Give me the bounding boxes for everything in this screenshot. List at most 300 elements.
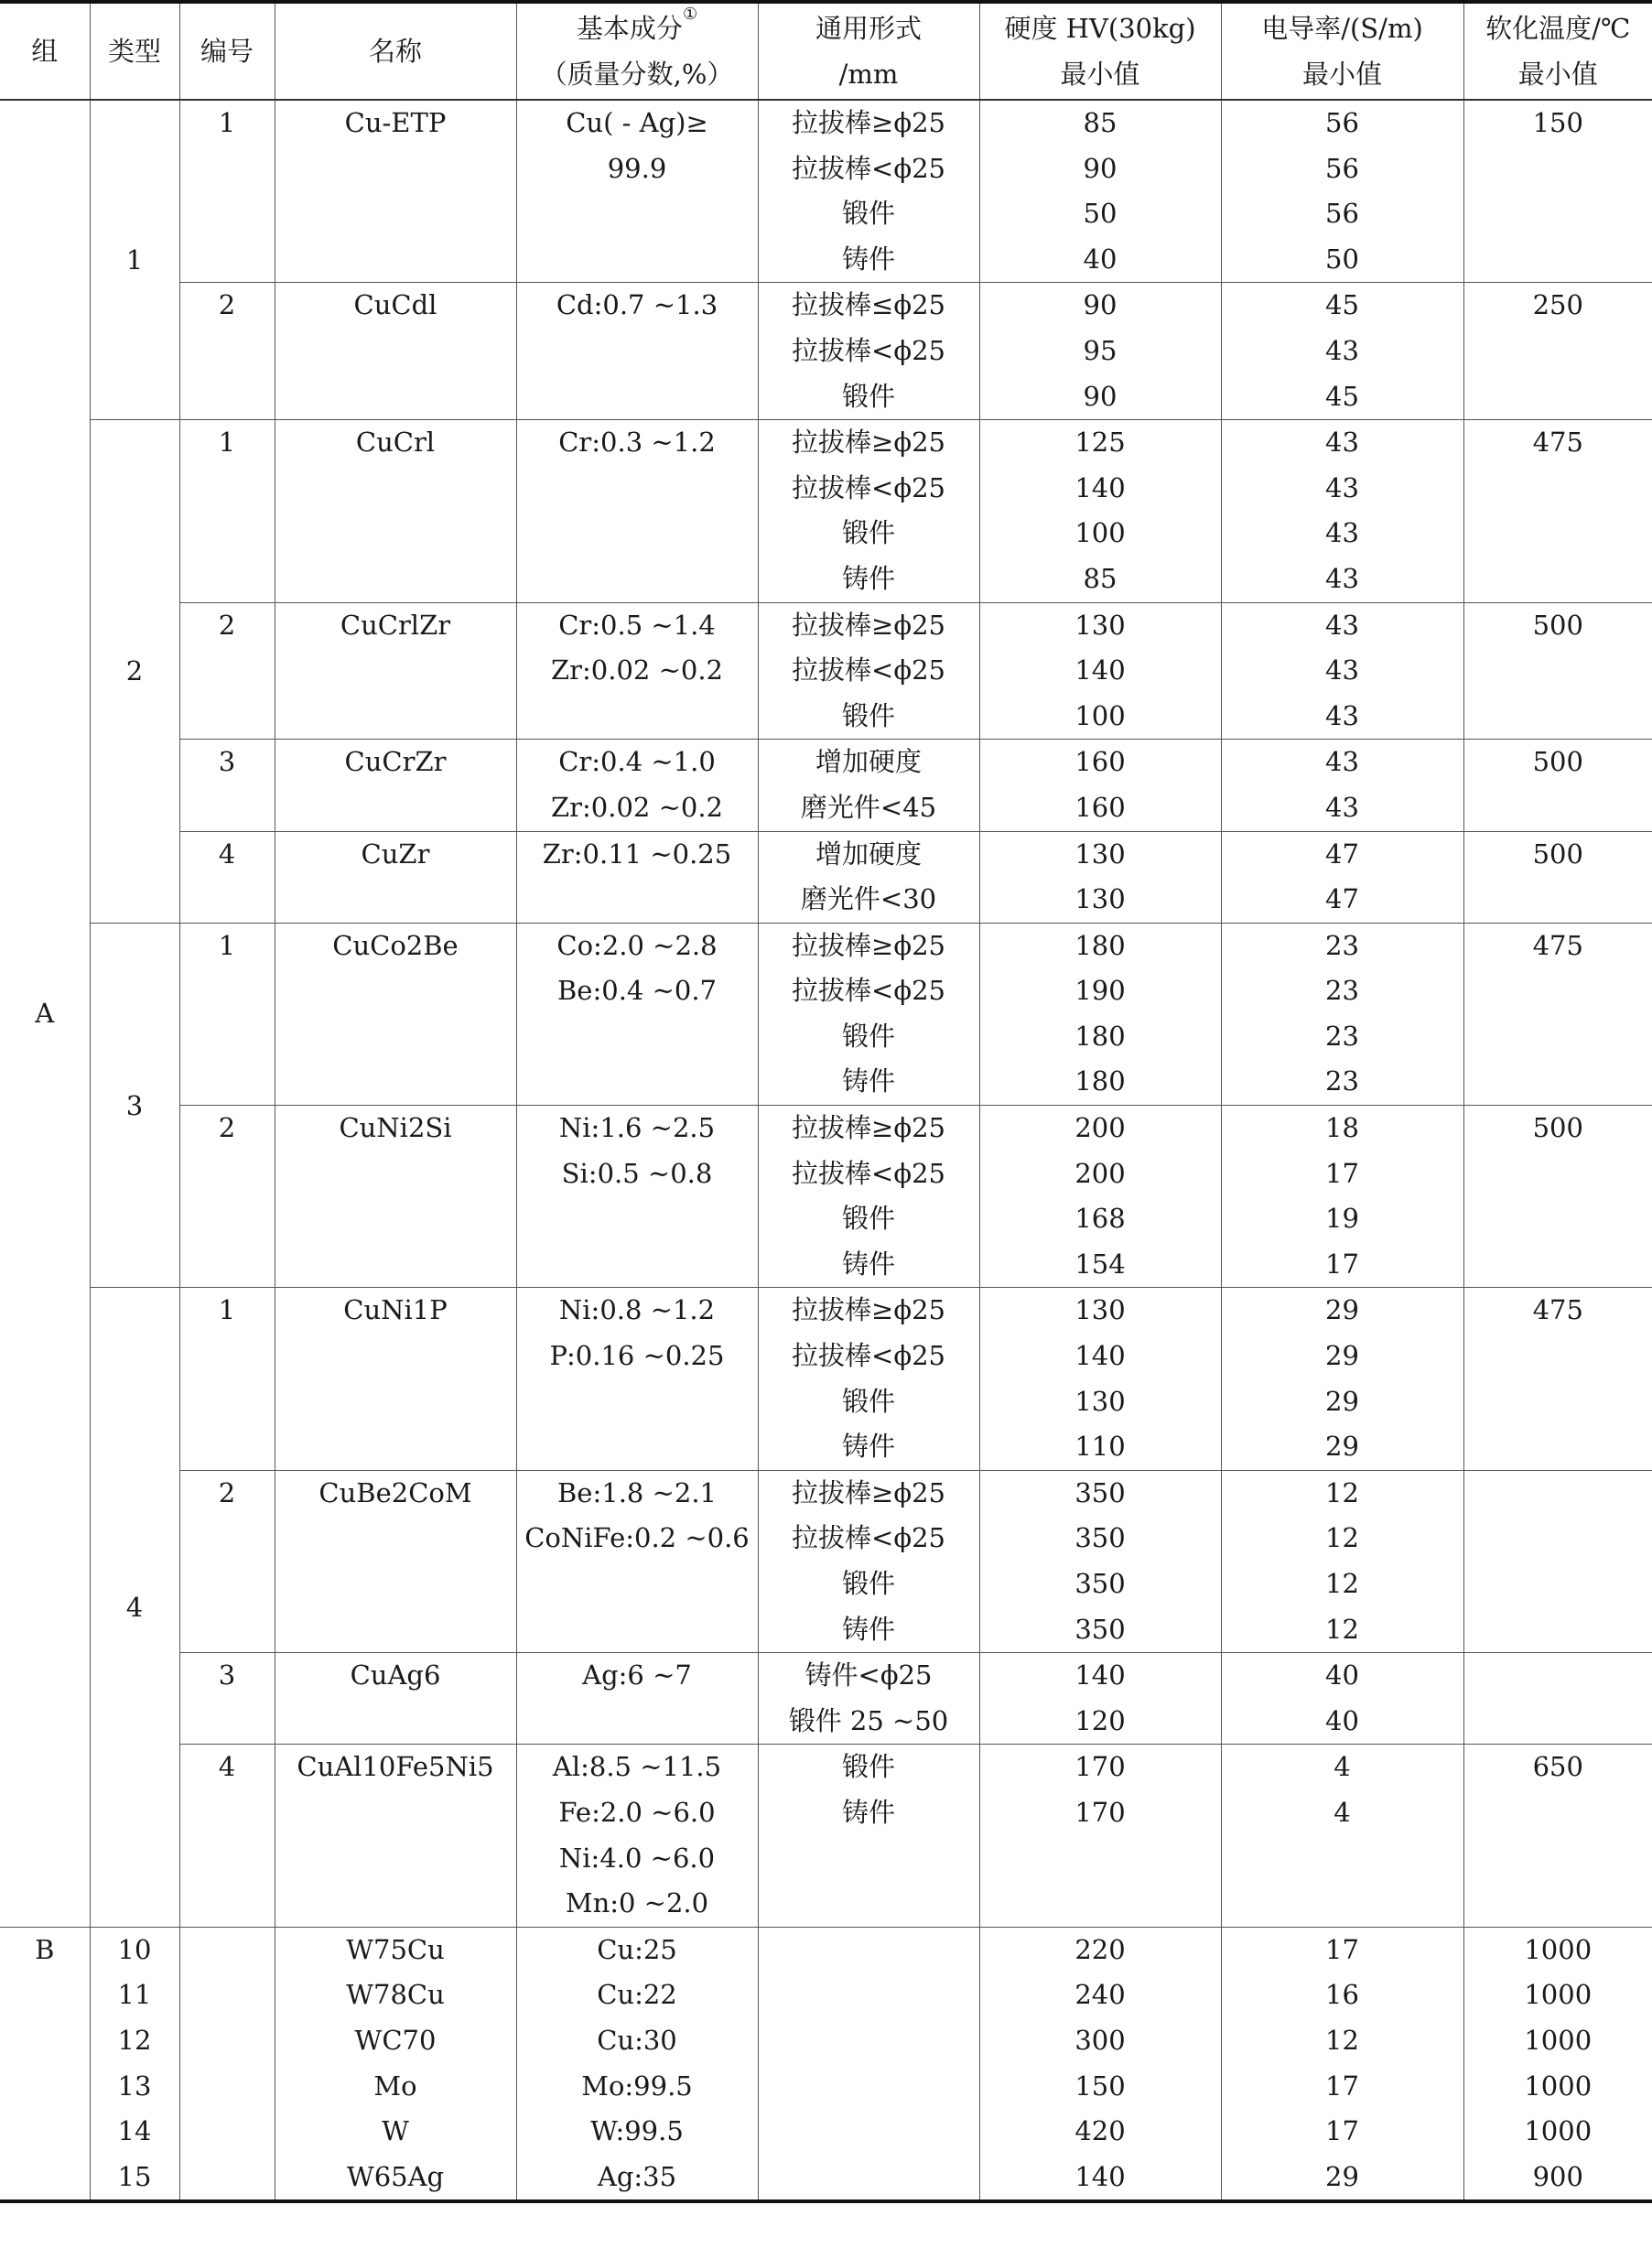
cell-line: 拉拔棒≥ϕ25 [792, 929, 945, 961]
softening-temp-min [1463, 1745, 1652, 1927]
material-number [179, 1106, 275, 1288]
cell-line: 300 [1074, 2024, 1126, 2056]
header-name: 名称 [275, 2, 516, 100]
softening-temp-min [1463, 740, 1652, 831]
cell-line [1464, 694, 1652, 740]
cell-line [517, 877, 758, 923]
cell-line: Mo [373, 2070, 417, 2102]
cell-line: 拉拔棒≥ϕ25 [792, 609, 945, 641]
cell-line: 15 [117, 2160, 152, 2192]
cell-line: 43 [1325, 699, 1359, 731]
cell-line: 140 [1074, 2160, 1126, 2192]
header-group: 组 [0, 2, 90, 100]
cell-line [759, 2018, 979, 2064]
cell-line: 拉拔棒≤ϕ25 [792, 289, 945, 321]
cell-line: 磨光件<45 [800, 791, 937, 823]
cell-line [980, 1881, 1221, 1927]
cell-line: 29 [1325, 1340, 1359, 1372]
cell-line [180, 1334, 275, 1379]
cell-line: WC70 [354, 2024, 437, 2056]
cell-line: 拉拔棒<ϕ25 [792, 152, 945, 184]
cell-line: 17 [1325, 1157, 1359, 1189]
cell-line [1464, 191, 1652, 237]
cell-line [275, 1836, 516, 1882]
cell-line: 650 [1532, 1751, 1583, 1783]
cell-line: 130 [1074, 1385, 1126, 1417]
cell-line: 100 [1074, 517, 1126, 549]
conductivity-min [1221, 602, 1463, 740]
cell-line: 475 [1532, 929, 1583, 961]
cell-line [517, 1196, 758, 1242]
cell-line [759, 1836, 979, 1882]
general-form [758, 1745, 979, 1927]
cell-line: 200 [1074, 1112, 1126, 1144]
cell-line: 铸件 [841, 1613, 895, 1645]
cell-line [180, 694, 275, 740]
cell-line: CuCrl [355, 427, 436, 459]
cell-line: 1 [218, 427, 236, 459]
hardness-min [979, 602, 1221, 740]
cell-line [275, 511, 516, 557]
softening-temp-min [1463, 602, 1652, 740]
cell-line: 铸件 [841, 1065, 895, 1097]
cell-line [517, 1014, 758, 1060]
cell-line [275, 1151, 516, 1197]
cell-line [180, 1516, 275, 1562]
general-form [758, 1653, 979, 1745]
cell-line [517, 237, 758, 283]
softening-temp-min [1463, 831, 1652, 923]
cell-line [1464, 1196, 1652, 1242]
header-conductivity: 电导率/(S/m) 最小值 [1221, 2, 1463, 100]
softening-temp-min [1463, 1653, 1652, 1745]
cell-line: 12 [117, 2024, 152, 2056]
conductivity-min [1221, 1288, 1463, 1470]
header-type: 类型 [90, 2, 179, 100]
cell-line [1464, 968, 1652, 1014]
softening-temp-min [1463, 283, 1652, 420]
cell-line: 拉拔棒<ϕ25 [792, 1340, 945, 1372]
cell-line [1464, 1151, 1652, 1197]
general-form [758, 420, 979, 602]
material-number [179, 831, 275, 923]
cell-line [1464, 1014, 1652, 1060]
cell-line: 3 [218, 746, 236, 778]
cell-line: 45 [1325, 380, 1359, 412]
cell-line: Cu-ETP [344, 107, 447, 138]
material-name [275, 1288, 516, 1470]
cell-line: 1000 [1524, 1933, 1593, 1965]
composition [516, 100, 758, 283]
cell-line [180, 1562, 275, 1607]
cell-line: 110 [1074, 1431, 1126, 1463]
cell-line: 19 [1325, 1203, 1359, 1235]
cell-line: 增加硬度 [815, 838, 922, 870]
cell-line: Si:0.5 ~0.8 [561, 1157, 713, 1189]
cell-line: 拉拔棒<ϕ25 [792, 975, 945, 1007]
cell-line [759, 2064, 979, 2110]
hardness-min [979, 740, 1221, 831]
type-cell: 4 [90, 1288, 179, 1927]
cell-line: 4 [1333, 1751, 1351, 1783]
cell-line: 475 [1532, 427, 1583, 459]
cell-line: CuCrZr [344, 746, 447, 778]
cell-line: Ni:1.6 ~2.5 [558, 1112, 716, 1144]
cell-line: 增加硬度 [815, 746, 922, 778]
cell-line [517, 511, 758, 557]
cell-line: CuZr [361, 838, 430, 870]
cell-line: 拉拔棒<ϕ25 [792, 471, 945, 503]
cell-line [517, 557, 758, 602]
cell-line: 160 [1074, 746, 1126, 778]
conductivity-min [1221, 100, 1463, 283]
cell-line: Ni:0.8 ~1.2 [558, 1294, 716, 1326]
cell-line [517, 1379, 758, 1425]
cell-line: 43 [1325, 427, 1359, 459]
material-name [275, 100, 516, 283]
cell-line: 350 [1074, 1476, 1126, 1508]
cell-line [180, 1014, 275, 1060]
cell-line: 29 [1325, 2160, 1359, 2192]
general-form [758, 923, 979, 1105]
material-row [0, 1288, 1652, 1470]
cell-line: 140 [1074, 654, 1126, 686]
cell-line [180, 1928, 275, 1973]
cell-line: 350 [1074, 1522, 1126, 1554]
cell-line: 14 [117, 2115, 152, 2147]
cell-line: 475 [1532, 1294, 1583, 1326]
general-form [758, 100, 979, 283]
cell-line: 23 [1325, 975, 1359, 1007]
cell-line: CuNi2Si [339, 1112, 452, 1144]
cell-line: 23 [1325, 1065, 1359, 1097]
group-cell [0, 1927, 90, 2201]
cell-line: 23 [1325, 1020, 1359, 1052]
cell-line [1464, 648, 1652, 694]
cell-line [180, 648, 275, 694]
material-number [179, 602, 275, 740]
cell-line: Cu:25 [597, 1933, 677, 1965]
cell-line [759, 1928, 979, 1973]
cell-line [275, 1059, 516, 1105]
cell-line: 锻件 25 ~50 [788, 1704, 949, 1736]
header-composition: 基本成分① （质量分数,%） [516, 2, 758, 100]
cell-line: 29 [1325, 1431, 1359, 1463]
cell-line: 500 [1532, 609, 1583, 641]
cell-line [1464, 1607, 1652, 1653]
cell-line: 拉拔棒<ϕ25 [792, 1157, 945, 1189]
cell-line [1464, 1242, 1652, 1288]
cell-line [517, 374, 758, 420]
cell-line: 43 [1325, 609, 1359, 641]
conductivity-min [1221, 923, 1463, 1105]
cell-line [275, 785, 516, 831]
material-row [0, 1653, 1652, 1745]
cell-line [180, 1059, 275, 1105]
cell-line [275, 191, 516, 237]
cell-line: 2 [218, 1112, 236, 1144]
cell-line [1464, 1790, 1652, 1836]
material-name [275, 1653, 516, 1745]
cell-line: 铸件 [841, 1796, 895, 1828]
cell-line: W [382, 2115, 409, 2147]
cell-line [1464, 329, 1652, 374]
cell-line [180, 968, 275, 1014]
cell-line [180, 1881, 275, 1927]
cell-line: 180 [1074, 929, 1126, 961]
cell-line [275, 1607, 516, 1653]
material-name [275, 831, 516, 923]
hardness-min [979, 831, 1221, 923]
cell-line [1464, 557, 1652, 602]
cell-line [517, 1699, 758, 1745]
material-row [0, 1106, 1652, 1288]
cell-line: Mo:99.5 [581, 2070, 693, 2102]
cell-line: CuCdl [353, 289, 437, 321]
cell-line [275, 1334, 516, 1379]
cell-line: W65Ag [346, 2160, 445, 2192]
group-b-row [0, 1927, 1652, 2201]
type-cell: 1 [90, 100, 179, 420]
composition [516, 1288, 758, 1470]
cell-line: 47 [1325, 883, 1359, 915]
cell-line: 43 [1325, 654, 1359, 686]
cell-line: 12 [1325, 1613, 1359, 1645]
hardness-min [979, 1106, 1221, 1288]
cell-line: Cd:0.7 ~1.3 [556, 289, 718, 321]
hardness-min [979, 283, 1221, 420]
cell-line [180, 1242, 275, 1288]
cell-line: 140 [1074, 1340, 1126, 1372]
cell-line: Be:1.8 ~2.1 [557, 1476, 717, 1508]
material-number [179, 283, 275, 420]
cell-line: 45 [1325, 289, 1359, 321]
cell-line: 4 [218, 1751, 236, 1783]
cell-line: 130 [1074, 838, 1126, 870]
conductivity-min [1221, 420, 1463, 602]
general-form [758, 740, 979, 831]
type-cell: 3 [90, 923, 179, 1288]
cell-line: W:99.5 [590, 2115, 684, 2147]
cell-line: 250 [1532, 289, 1583, 321]
group-cell: A [0, 100, 90, 1927]
cell-line [180, 2018, 275, 2064]
material-number [179, 1653, 275, 1745]
cell-line: 100 [1074, 699, 1126, 731]
cell-line: 240 [1074, 1979, 1126, 2011]
cell-line: 拉拔棒≥ϕ25 [792, 107, 945, 138]
cell-line: 拉拔棒≥ϕ25 [792, 1112, 945, 1144]
cell-line [180, 1699, 275, 1745]
cell-line [1464, 1059, 1652, 1105]
hardness-min [979, 1653, 1221, 1745]
material-row [0, 1745, 1652, 1927]
cell-line [275, 1562, 516, 1607]
cell-line: 11 [117, 1979, 152, 2011]
cell-line [517, 1242, 758, 1288]
cell-line [180, 1196, 275, 1242]
cell-line: 2 [218, 609, 236, 641]
cell-line: 160 [1074, 791, 1126, 823]
cell-line [275, 374, 516, 420]
type-cell: 2 [90, 420, 179, 924]
cell-line: 85 [1083, 562, 1118, 594]
cell-line: CuBe2CoM [319, 1476, 472, 1508]
cell-line: 12 [1325, 1568, 1359, 1599]
cell-line: P:0.16 ~0.25 [549, 1340, 725, 1372]
cell-line: 40 [1083, 243, 1118, 275]
cell-line: 90 [1083, 380, 1118, 412]
composition [516, 1470, 758, 1652]
general-form [758, 1106, 979, 1288]
general-form [758, 1288, 979, 1470]
cell-line: 90 [1083, 152, 1118, 184]
cell-line: 磨光件<30 [800, 883, 937, 915]
cell-line [1464, 1881, 1652, 1927]
cell-line: 43 [1325, 517, 1359, 549]
composition [516, 831, 758, 923]
composition [516, 923, 758, 1105]
cell-line: 350 [1074, 1568, 1126, 1599]
cell-line: 16 [1325, 1979, 1359, 2011]
conductivity-min [1221, 1745, 1463, 1927]
cell-line [275, 1196, 516, 1242]
cell-line [180, 466, 275, 512]
table-body [0, 100, 1652, 2201]
cell-line: 190 [1074, 975, 1126, 1007]
hardness-min [979, 1470, 1221, 1652]
cell-line: Cu:22 [597, 1979, 677, 2011]
cell-line: 56 [1325, 152, 1359, 184]
cell-line: 500 [1532, 838, 1583, 870]
cell-line: CuCo2Be [332, 929, 459, 961]
composition [516, 283, 758, 420]
cell-line: 180 [1074, 1065, 1126, 1097]
cell-line: Al:8.5 ~11.5 [552, 1751, 722, 1783]
hardness-min [979, 1927, 1221, 2201]
cell-line: 500 [1532, 1112, 1583, 1144]
cell-line: W78Cu [346, 1979, 445, 2011]
material-name [275, 1927, 516, 2201]
cell-line: 12 [1325, 1522, 1359, 1554]
cell-line: CuAl10Fe5Ni5 [297, 1751, 494, 1783]
composition [516, 740, 758, 831]
cell-line: 85 [1083, 107, 1118, 138]
cell-line [180, 1151, 275, 1197]
cell-line: 铸件<ϕ25 [804, 1659, 933, 1691]
cell-line: 43 [1325, 746, 1359, 778]
cell-line [517, 191, 758, 237]
cell-line: 40 [1325, 1659, 1359, 1691]
cell-line: 13 [117, 2070, 152, 2102]
general-form [758, 1927, 979, 2201]
cell-line: 170 [1074, 1751, 1126, 1783]
cell-line [759, 1972, 979, 2018]
cell-line: 43 [1325, 562, 1359, 594]
cell-line: 154 [1074, 1248, 1126, 1280]
softening-temp-min [1463, 1470, 1652, 1652]
cell-line: 17 [1325, 2115, 1359, 2147]
cell-line [275, 146, 516, 192]
hardness-min [979, 1745, 1221, 1927]
cell-line [275, 694, 516, 740]
cell-line [517, 466, 758, 512]
conductivity-min [1221, 1653, 1463, 1745]
cell-line: 17 [1325, 1248, 1359, 1280]
cell-line: 12 [1325, 2024, 1359, 2056]
general-form [758, 283, 979, 420]
conductivity-min [1221, 831, 1463, 923]
material-name [275, 283, 516, 420]
cell-line: 2 [218, 1476, 236, 1508]
cell-line: Cr:0.3 ~1.2 [558, 427, 716, 459]
header-softening: 软化温度/℃ 最小值 [1463, 2, 1652, 100]
cell-line: 拉拔棒≥ϕ25 [792, 1294, 945, 1326]
cell-line: 1 [218, 1294, 236, 1326]
cell-line [180, 2064, 275, 2110]
cell-line [180, 2109, 275, 2155]
general-form [758, 1470, 979, 1652]
cell-line: 铸件 [841, 1431, 895, 1463]
cell-line: Co:2.0 ~2.8 [556, 929, 718, 961]
cell-line [180, 1790, 275, 1836]
softening-temp-min [1463, 1106, 1652, 1288]
composition [516, 1653, 758, 1745]
cell-line: 锻件 [841, 517, 895, 549]
cell-line [980, 1836, 1221, 1882]
cell-line: 锻件 [841, 380, 895, 412]
cell-line: 1 [218, 107, 236, 138]
cell-line: 1000 [1524, 2115, 1593, 2147]
conductivity-min [1221, 740, 1463, 831]
cell-line [275, 1014, 516, 1060]
cell-line: 18 [1325, 1112, 1359, 1144]
cell-line [759, 1881, 979, 1927]
material-number [179, 1288, 275, 1470]
cell-line: Cr:0.4 ~1.0 [558, 746, 716, 778]
cell-line: 1000 [1524, 1979, 1593, 2011]
cell-line: 锻件 [841, 1568, 895, 1599]
cell-line: 40 [1325, 1704, 1359, 1736]
material-name [275, 1106, 516, 1288]
cell-line: 17 [1325, 1933, 1359, 1965]
composition [516, 1927, 758, 2201]
cell-line: 99.9 [607, 152, 667, 184]
cell-line: 140 [1074, 1659, 1126, 1691]
cell-line: 43 [1325, 471, 1359, 503]
material-name [275, 923, 516, 1105]
general-form [758, 602, 979, 740]
cell-line: Zr:0.02 ~0.2 [551, 654, 723, 686]
softening-temp-min [1463, 100, 1652, 283]
cell-line [180, 329, 275, 374]
cell-line: 420 [1074, 2115, 1126, 2147]
cell-line [180, 877, 275, 923]
composition [516, 1106, 758, 1288]
cell-line: Cu:30 [597, 2024, 677, 2056]
cell-line: 铸件 [841, 562, 895, 594]
cell-line: 140 [1074, 471, 1126, 503]
cell-line: Ag:6 ~7 [582, 1659, 692, 1691]
cell-line: 120 [1074, 1704, 1126, 1736]
material-row [0, 740, 1652, 831]
cell-line [1464, 785, 1652, 831]
cell-line [1222, 1881, 1463, 1927]
cell-line: 锻件 [841, 699, 895, 731]
cell-line: 125 [1074, 427, 1126, 459]
cell-line [275, 1424, 516, 1470]
composition [516, 1745, 758, 1927]
